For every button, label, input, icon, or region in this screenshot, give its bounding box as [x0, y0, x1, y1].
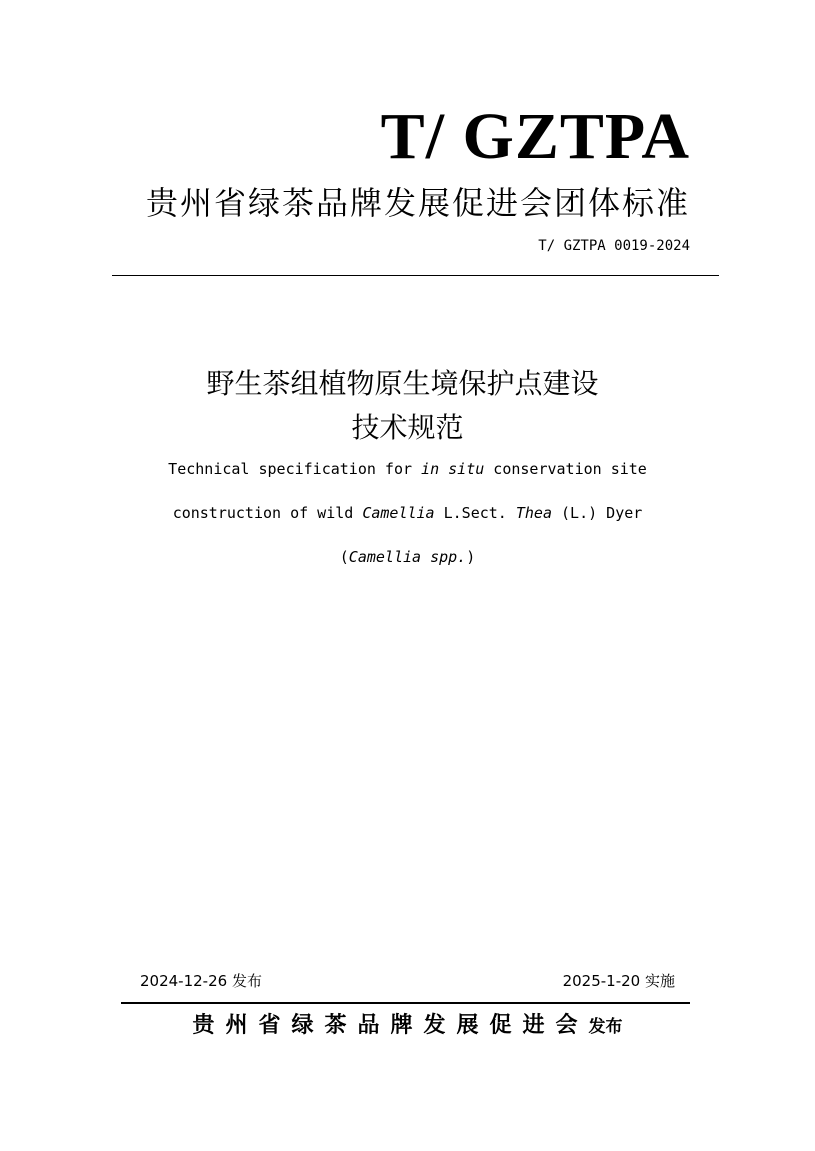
document-title-chinese-line1: 野生茶组植物原生境保护点建设	[206, 367, 599, 400]
document-title-english-line2	[0, 506, 815, 521]
issuer-name: 贵州省绿茶品牌发展促进会	[192, 1013, 589, 1038]
organization-standard-title: 贵州省绿茶品牌发展促进会团体标准	[145, 184, 690, 222]
english-title-species: Camellia spp.	[348, 548, 467, 566]
english-title-text: construction of wild	[172, 504, 363, 522]
standard-code: T/ GZTPA	[380, 100, 690, 173]
english-title-section: Thea	[515, 504, 552, 522]
issuer-line	[0, 1015, 815, 1037]
english-title-text: (L.) Dyer	[552, 504, 643, 522]
english-title-genus: Camellia	[362, 504, 435, 522]
issuer-suffix: 发布	[588, 1017, 623, 1037]
english-title-italic-term: in situ	[421, 460, 485, 478]
document-title-english-line3	[0, 550, 815, 565]
standard-number: T/ GZTPA 0019-2024	[538, 238, 690, 254]
footer-divider	[121, 1002, 690, 1004]
english-title-text: (	[339, 548, 349, 566]
implementation-date: 2025-1-20 实施	[562, 972, 675, 990]
document-title-english-line1	[0, 462, 815, 477]
header-divider	[112, 275, 719, 276]
document-title-chinese-line2: 技术规范	[351, 411, 464, 444]
english-title-text: )	[466, 548, 476, 566]
publication-date: 2024-12-26 发布	[140, 972, 262, 990]
english-title-text: Technical specification for	[168, 460, 422, 478]
english-title-text: conservation site	[484, 460, 647, 478]
english-title-text: L.Sect.	[434, 504, 516, 522]
